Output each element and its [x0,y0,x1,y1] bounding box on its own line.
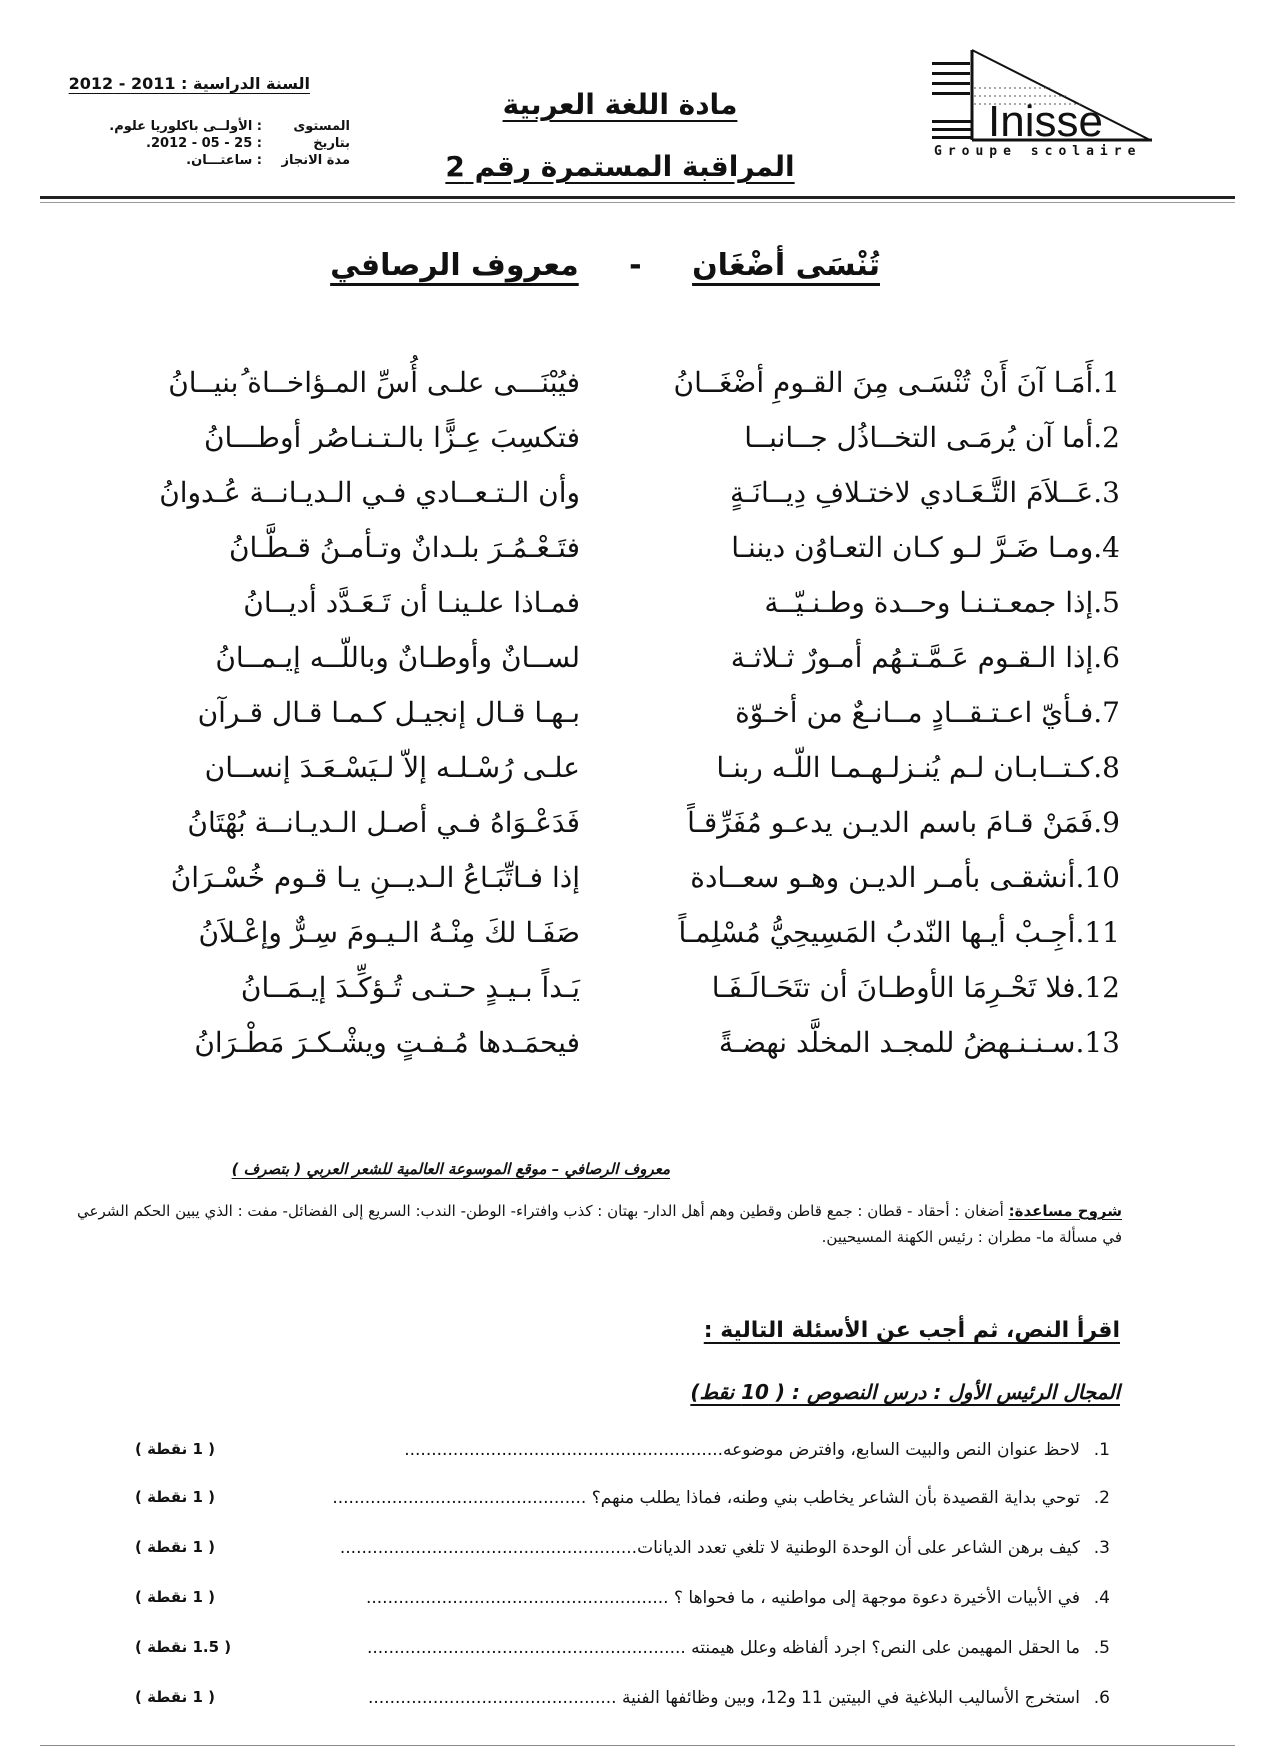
meta-level: المستوى : الأولــى باكلوريا علوم. [109,119,350,134]
verse-second-hemistich: بـهـا قـال إنجيـل كـمـا قـال قـرآن [197,696,580,729]
verse [140,531,1120,589]
verse-first-hemistich: 9.فَمَنْ قـامَ باسم الديـن يدعـو مُفَرِّقـاً [687,806,1120,839]
verse-second-hemistich: وأن الـتـعــادي فـي الـديـانــة عُـدوانُ [159,476,580,509]
verse [140,696,1120,754]
title-separator: - [629,248,642,283]
question-points: ( 1 نقطة ) [135,1538,215,1556]
verse [140,751,1120,809]
header-divider-thin [40,202,1235,203]
question-points: ( 1 نقطة ) [135,1488,215,1506]
verse-first-hemistich: 3.عَــلاَمَ التَّـعَـادي لاختـلافِ دِيــانَـةٍ [729,476,1120,509]
verse [140,806,1120,864]
exam-title: المراقبة المستمرة رقم 2 [445,150,795,183]
verse-second-hemistich: علـى رُسْـلـه إلاّ لـيَسْـعَـدَ إنســان [204,751,580,784]
question-item: 4. في الأبيات الأخيرة دعوة موجهة إلى مواطنيه ، ما فحواها ؟ ........................................................ ( 1 نقطة ) [135,1588,1110,1608]
school-logo [930,48,1160,178]
verse-second-hemistich: صَفَـا لكَ مِنْـهُ الـيـومَ سِـرٌّ وإعْـلاَنُ [198,916,580,949]
verse-first-hemistich: 7.فـأيّ اعـتـقــادٍ مــانـعٌ من أخـوّة [735,696,1120,729]
verse-second-hemistich: فتكسِبَ عِـزًّا بالـتـنـاصُر أوطـــانُ [203,421,580,454]
verse-second-hemistich: فيُبْنَـــى علـى أُسِّ المـؤاخــاة ُبنيــانُ [168,366,580,399]
verse-first-hemistich: 12.فلا تَحْـرِمَا الأوطـانَ أن تتَحَـالَـفَـا [711,971,1120,1004]
verse [140,916,1120,974]
verse-first-hemistich: 1.أَمَـا آنَ أَنْ تُنْسَـى مِنَ القـومِ أضْغَــانُ [673,366,1120,399]
exam-meta [109,118,350,169]
verse-first-hemistich: 8.كـتــابـان لـم يُنـزلـهـمـا اللّـه ربنـا [716,751,1120,784]
svg-text:Groupe scolaire: Groupe scolaire [934,144,1142,159]
verse-second-hemistich: فَدَعْـوَاهُ فـي أصـل الـديـانــة بُهْتَانُ [187,806,580,839]
poem-title [330,248,880,283]
header-divider [40,196,1235,199]
svg-text:Inisse: Inisse [988,97,1103,146]
question-points: ( 1 نقطة ) [135,1440,215,1458]
glossary [60,1198,1122,1250]
verse-first-hemistich: 6.إذا الـقـوم عَـمَّـتـهُم أمـورٌ ثـلاثـة [730,641,1120,674]
question-item: 5. ما الحقل المهيمن على النص؟ اجرد ألفاظه وعلل هيمنته ........................................................... ( 1.5 نقطة ) [135,1638,1110,1658]
section-heading: المجال الرئيس الأول : درس النصوص : ( 10 نقط) [690,1380,1120,1404]
verse [140,476,1120,534]
verse-first-hemistich: 10.أنشقـى بأمـر الديـن وهـو سعــادة [690,861,1120,894]
verse-second-hemistich: إذا فـاتِّبَـاعُ الـديــنِ يـا قـوم خُسْـرَانُ [170,861,580,894]
subject-title: مادة اللغة العربية [502,88,738,121]
verse-first-hemistich: 2.أما آن يُرمَـى التخــاذُل جــانبــا [744,421,1120,454]
verse-second-hemistich: فتَـعْـمُـرَ بلـدانٌ وتـأمـنُ قـطَّـانُ [228,531,580,564]
bottom-divider [40,1745,1235,1746]
question-item: 3. كيف برهن الشاعر على أن الوحدة الوطنية لا تلغي تعدد الديانات....................................................... ( 1 نقطة ) [135,1538,1110,1558]
verse-first-hemistich: 5.إذا جمعـتـنـا وحــدة وطـنـيّــة [764,586,1120,619]
question-item: 6. استخرج الأساليب البلاغية في البيتين 11 و12، وبين وظائفها الفنية .............................................. ( 1 نقطة ) [135,1688,1110,1708]
poet-name: معروف الرصافي [330,248,579,283]
verse-first-hemistich: 11.أجِـبْ أيـها النّدبُ المَسِيحِيُّ مُسْلِمـاً [678,916,1120,949]
logo-graphic [930,48,1160,178]
verse [140,861,1120,919]
poem-source: معروف الرصافي – موقع الموسوعة العالمية للشعر العربي ( بتصرف ) [231,1160,670,1178]
instruction: اقرأ النص، ثم أجب عن الأسئلة التالية : [703,1318,1120,1343]
school-year: السنة الدراسية : 2011 - 2012 [68,74,310,93]
glossary-label: شروح مساعدة: [1008,1202,1122,1220]
verse-second-hemistich: لســانٌ وأوطـانٌ وباللّــه إيـمــانُ [215,641,580,674]
meta-duration: مدة الانجاز : ساعتـــان. [186,153,350,168]
verse [140,641,1120,699]
verse-second-hemistich: يَـداً بـيـدٍ حـتـى تُـؤكِّـدَ إيـمَــانُ [240,971,580,1004]
verse-first-hemistich: 13.سـنـنـهضُ للمجـد المخلَّد نهضـةً [718,1026,1120,1059]
verse [140,1026,1120,1084]
glossary-text: أضغان : أحقاد - قطان : جمع قاطن وقطين وهم أهل الدار- بهتان : كذب وافتراء- الوطن- الندب: السريع إلى الفضائل- مفت : الذي يبين الحكم الشرعي في مسألة ما- مطران : رئيس الكهنة المسيحيين. [77,1202,1122,1246]
verse [140,586,1120,644]
question-points: ( 1 نقطة ) [135,1688,215,1706]
question-item: 1. لاحظ عنوان النص والبيت السابع، وافترض موضوعه........................................................... ( 1 نقطة ) [135,1440,1110,1460]
verse-first-hemistich: 4.ومـا ضَـرَّ لـو كـان التعـاوُن ديننـا [731,531,1120,564]
question-item: 2. توحي بداية القصيدة بأن الشاعر يخاطب بني وطنه، فماذا يطلب منهم؟ ............................................... ( 1 نقطة ) [135,1488,1110,1508]
verse [140,366,1120,424]
poem-name: تُنْسَى أضْغَان [692,248,880,283]
verse [140,971,1120,1029]
question-points: ( 1 نقطة ) [135,1588,215,1606]
verse [140,421,1120,479]
verse-second-hemistich: فيحمَـدها مُـفـتٍ ويشْـكـرَ مَطْـرَانُ [194,1026,580,1059]
verse-second-hemistich: فمـاذا علـينـا أن تَـعَـدَّد أديــانُ [243,586,580,619]
meta-date: بتاريخ : 25 - 05 - 2012. [146,136,350,151]
question-points: ( 1.5 نقطة ) [135,1638,232,1656]
